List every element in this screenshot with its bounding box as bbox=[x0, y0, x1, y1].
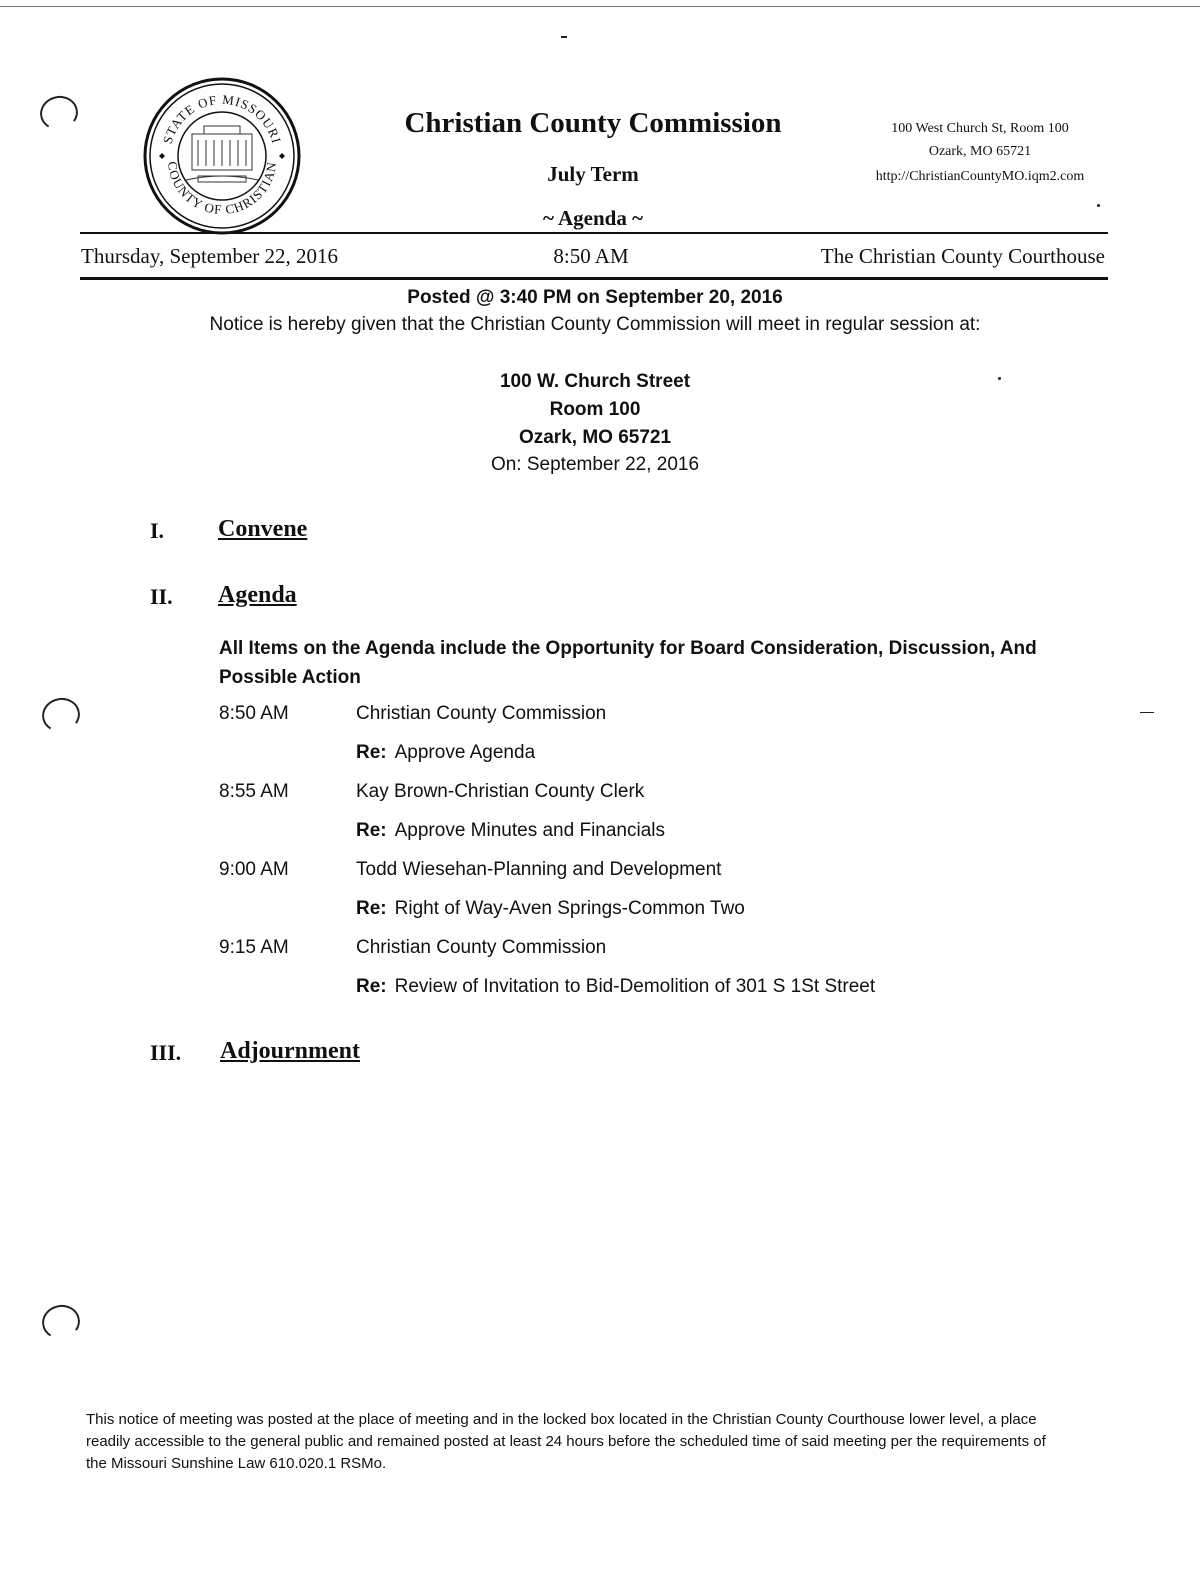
notice-text: Notice is hereby given that the Christian County Commission will meet in regular session at: bbox=[209, 314, 981, 335]
item-re-text: Approve Minutes and Financials bbox=[394, 820, 665, 841]
section-title-convene: Convene bbox=[218, 516, 308, 542]
scan-speck bbox=[1140, 712, 1154, 713]
re-label: Re: bbox=[356, 820, 387, 841]
item-time: 9:00 AM bbox=[219, 859, 289, 880]
section-title-adjournment: Adjournment bbox=[220, 1038, 361, 1064]
svg-text:STATE OF MISSOURI bbox=[160, 92, 285, 146]
scan-top-edge bbox=[0, 6, 1200, 7]
section-number: I. bbox=[150, 518, 165, 543]
address-line-2: Ozark, MO 65721 bbox=[928, 144, 1032, 159]
meeting-place: The Christian County Courthouse bbox=[820, 244, 1105, 268]
location-date: On: September 22, 2016 bbox=[490, 454, 700, 475]
seal-text-top: STATE OF MISSOURI bbox=[159, 91, 285, 146]
section-number: II. bbox=[150, 584, 173, 609]
item-time: 9:15 AM bbox=[219, 937, 289, 958]
location-room: Room 100 bbox=[549, 399, 641, 420]
scan-speck bbox=[1097, 204, 1100, 207]
section-title-agenda: Agenda bbox=[218, 582, 297, 608]
item-presenter: Christian County Commission bbox=[356, 703, 607, 724]
section-number: III. bbox=[150, 1040, 182, 1065]
agenda-intro: All Items on the Agenda include the Opportunity for Board Consideration, Discussion, And Possible Action bbox=[219, 638, 1037, 688]
item-presenter: Kay Brown-Christian County Clerk bbox=[356, 781, 645, 802]
meeting-date: Thursday, September 22, 2016 bbox=[81, 244, 339, 268]
address-line-1: 100 West Church St, Room 100 bbox=[891, 121, 1069, 136]
item-re bbox=[356, 820, 665, 842]
item-re-text: Right of Way-Aven Springs-Common Two bbox=[394, 898, 745, 919]
location-city: Ozark, MO 65721 bbox=[518, 427, 672, 448]
seal-text-bottom: COUNTY OF CHRISTIAN bbox=[164, 160, 280, 218]
divider-bottom bbox=[80, 277, 1108, 280]
meeting-time: 8:50 AM bbox=[553, 244, 629, 268]
re-label: Re: bbox=[356, 898, 387, 919]
item-presenter: Todd Wiesehan-Planning and Development bbox=[356, 859, 722, 880]
item-time: 8:55 AM bbox=[219, 781, 289, 802]
item-re bbox=[356, 976, 875, 998]
website-link[interactable]: http://ChristianCountyMO.iqm2.com bbox=[875, 169, 1085, 184]
scan-speck bbox=[561, 36, 567, 38]
item-re bbox=[356, 742, 535, 764]
svg-text:COUNTY OF CHRISTIAN bbox=[165, 160, 279, 217]
agenda-heading: ~ Agenda ~ bbox=[542, 206, 644, 230]
posting-notice-footer: This notice of meeting was posted at the place of meeting and in the locked box located in the Christian County Courthouse lower level, a place readily accessible to the general public and remained posted at least 24 hours before the scheduled time of said meeting per the requirements of the Missouri Sunshine Law 610.020.1 RSMo. bbox=[86, 1411, 1046, 1472]
punch-hole-bottom bbox=[39, 1301, 83, 1342]
item-re bbox=[356, 898, 745, 920]
re-label: Re: bbox=[356, 976, 387, 997]
item-time: 8:50 AM bbox=[219, 703, 289, 724]
item-presenter: Christian County Commission bbox=[356, 937, 607, 958]
term-label: July Term bbox=[547, 162, 639, 186]
divider-top bbox=[80, 232, 1108, 234]
item-re-text: Approve Agenda bbox=[394, 742, 536, 763]
page-title: Christian County Commission bbox=[404, 107, 782, 139]
punch-hole-middle bbox=[39, 694, 83, 735]
re-label: Re: bbox=[356, 742, 387, 763]
punch-hole-top bbox=[37, 92, 81, 133]
item-re-text: Review of Invitation to Bid-Demolition of 301 S 1St Street bbox=[394, 976, 876, 997]
location-street: 100 W. Church Street bbox=[499, 371, 691, 392]
county-seal-logo bbox=[142, 76, 302, 236]
posted-timestamp: Posted @ 3:40 PM on September 20, 2016 bbox=[407, 287, 783, 308]
